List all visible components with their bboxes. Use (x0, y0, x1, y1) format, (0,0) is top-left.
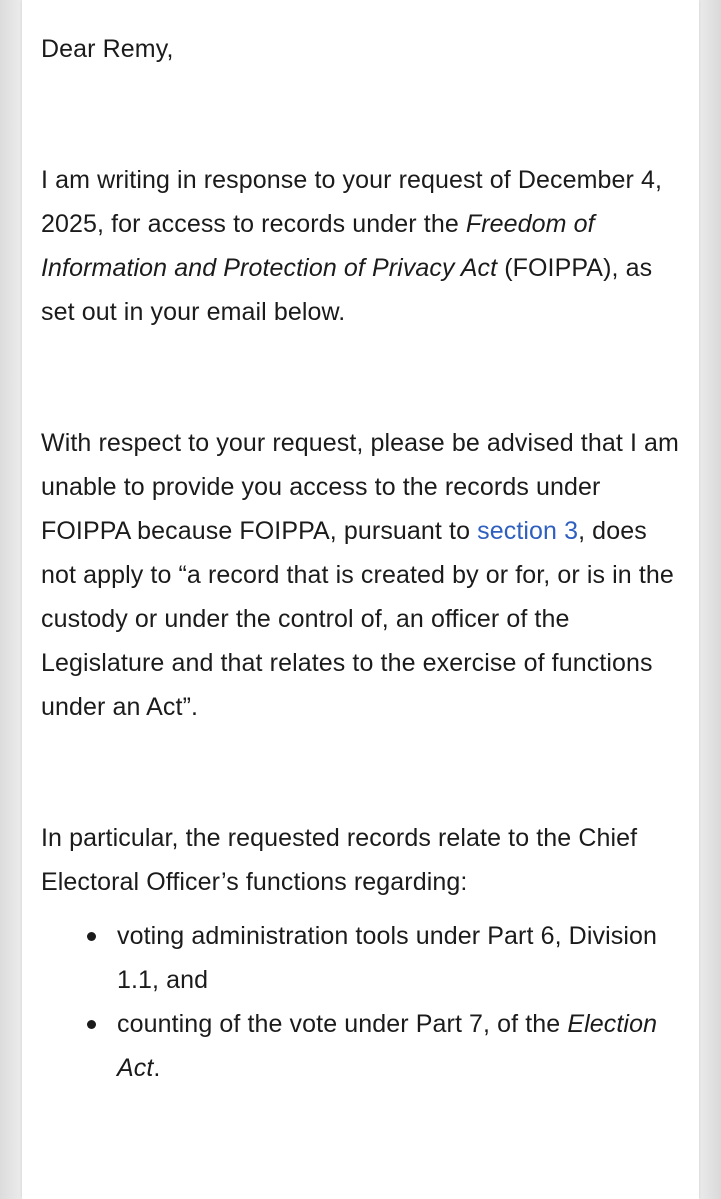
email-content (41, 27, 681, 1090)
list-item-end: . (153, 1054, 161, 1082)
paragraph-access-refusal (41, 421, 681, 729)
email-message-body (22, 0, 699, 1199)
paragraph-spacer (41, 71, 681, 158)
list-item (41, 1002, 681, 1090)
functions-list (41, 914, 681, 1090)
paragraph-spacer (41, 729, 681, 816)
election-act-name: Election Act (117, 1010, 658, 1082)
section-3-link[interactable]: section 3 (477, 517, 579, 545)
list-item (41, 914, 681, 1002)
bullet-icon (87, 1020, 96, 1029)
bullet-icon (87, 932, 96, 941)
paragraph-text: (FOIPPA), as set out in your email below. (41, 254, 653, 326)
paragraph-text: With respect to your request, please be advised that I am unable to provide you access to the records under FOIPPA because FOIPPA, pursuant to (41, 429, 679, 545)
right-margin (699, 0, 721, 1199)
list-item-text: voting administration tools under Part 6, Division 1.1, and (117, 922, 657, 994)
paragraph-text: I am writing in response to your request of December 4, 2025, for access to records under the (41, 166, 663, 238)
paragraph-text: , does not apply to “a record that is created by or for, or is in the custody or under the control of, an officer of the Legislature and that relates to the exercise of functions under an Act”. (41, 517, 674, 721)
list-item-text: counting of the vote under Part 7, of the (117, 1010, 568, 1038)
paragraph-spacer (41, 334, 681, 421)
left-margin (0, 0, 22, 1199)
paragraph-request-response (41, 158, 681, 334)
act-name: Freedom of Information and Protection of Privacy Act (41, 210, 595, 282)
paragraph-functions-intro: In particular, the requested records relate to the Chief Electoral Officer’s functions regarding: (41, 824, 638, 896)
greeting: Dear Remy, (41, 35, 174, 63)
